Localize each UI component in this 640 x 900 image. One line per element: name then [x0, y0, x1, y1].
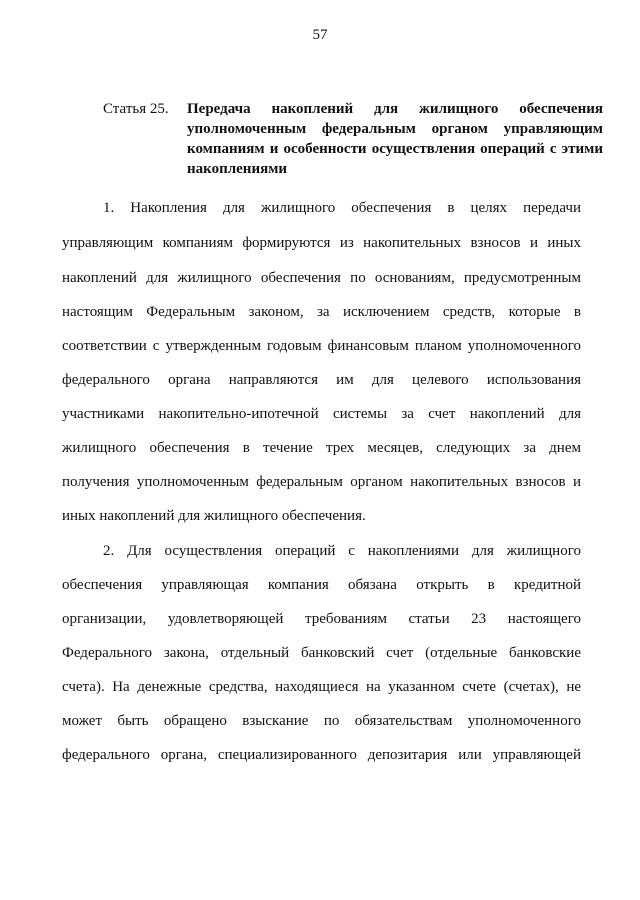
article-label: Статья 25.: [103, 101, 169, 117]
paragraph-2-line: обеспечения управляющая компания обязана открыть в кредитной: [62, 577, 581, 593]
paragraph-2-line: федерального органа, специализированного депозитария или управляющей: [62, 747, 581, 763]
paragraph-1-line: накоплений для жилищного обеспечения по основаниям, предусмотренным: [62, 270, 581, 286]
page-number: 57: [312, 27, 328, 43]
paragraph-2-line: организации, удовлетворяющей требованиям статьи 23 настоящего: [62, 611, 581, 627]
paragraph-1-line: федерального органа направляются им для целевого использования: [62, 372, 581, 388]
article-title: Передача накоплений для жилищного обеспечения уполномоченным федеральным органом управляющим компаниям и особенности осуществления операций с этими накоплениями: [187, 101, 603, 177]
paragraph-1-line: настоящим Федеральным законом, за исключением средств, которые в: [62, 304, 581, 320]
paragraph-1-line: 1. Накопления для жилищного обеспечения в целях передачи: [103, 200, 581, 216]
paragraph-1-line: иных накоплений для жилищного обеспечения.: [62, 508, 366, 524]
paragraph-1-line: получения уполномоченным федеральным органом накопительных взносов и: [62, 474, 581, 490]
paragraph-2-line: может быть обращено взыскание по обязательствам уполномоченного: [62, 713, 581, 729]
paragraph-1-line: участниками накопительно-ипотечной системы за счет накоплений для: [62, 406, 581, 422]
paragraph-1-line: управляющим компаниям формируются из накопительных взносов и иных: [62, 235, 581, 251]
paragraph-1-line: жилищного обеспечения в течение трех месяцев, следующих за днем: [62, 440, 581, 456]
paragraph-2-line: Федерального закона, отдельный банковский счет (отдельные банковские: [62, 645, 581, 661]
paragraph-1-line: соответствии с утвержденным годовым финансовым планом уполномоченного: [62, 338, 581, 354]
paragraph-2-line: счета). На денежные средства, находящиеся на указанном счете (счетах), не: [62, 679, 581, 695]
article-heading: [103, 99, 603, 179]
paragraph-2-line: 2. Для осуществления операций с накоплениями для жилищного: [103, 543, 581, 559]
